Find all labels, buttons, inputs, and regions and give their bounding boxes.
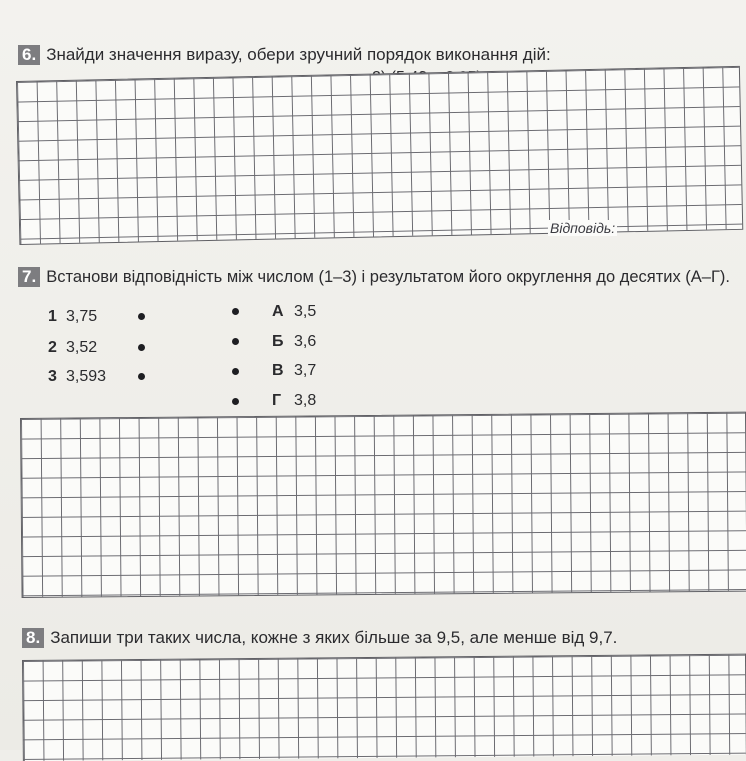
item-2-dot[interactable]	[138, 344, 145, 351]
task-7-text: Встанови відповідність між числом (1–3) і результатом його округлення до десятих (А–Г).	[46, 268, 730, 286]
task-8-number: 8.	[22, 628, 44, 648]
option-a-letter: А	[272, 303, 284, 320]
option-g-value: 3,8	[294, 392, 317, 409]
task-7-option-b	[272, 332, 316, 352]
task-6-text: Знайди значення виразу, обери зручний порядок виконання дій:	[46, 45, 551, 64]
item-2-number: 2	[48, 339, 57, 356]
option-b-letter: Б	[272, 333, 284, 350]
task-6-answer-grid[interactable]	[16, 66, 743, 245]
task-6-heading	[18, 44, 551, 66]
item-1-dot[interactable]	[138, 313, 145, 320]
task-7-number: 7.	[18, 267, 40, 287]
option-a-dot[interactable]	[232, 308, 239, 315]
option-a-value: 3,5	[294, 303, 317, 320]
item-1-value: 3,75	[66, 308, 98, 325]
task-8-answer-grid[interactable]	[22, 654, 746, 761]
item-3-number: 3	[48, 368, 57, 385]
option-v-letter: В	[272, 362, 284, 379]
task-7-item-1	[48, 307, 97, 327]
option-b-value: 3,6	[294, 333, 317, 350]
task-7-item-2	[48, 338, 97, 358]
task-7-heading	[18, 266, 730, 288]
item-2-value: 3,52	[66, 339, 98, 356]
option-v-dot[interactable]	[232, 368, 239, 375]
item-3-dot[interactable]	[138, 373, 145, 380]
option-b-dot[interactable]	[232, 338, 239, 345]
item-1-number: 1	[48, 308, 57, 325]
task-7-option-a	[272, 302, 316, 322]
option-g-letter: Г	[272, 392, 282, 409]
option-g-dot[interactable]	[232, 398, 239, 405]
task-7-option-g	[272, 391, 316, 411]
option-v-value: 3,7	[294, 362, 317, 379]
task-6-number: 6.	[18, 45, 40, 65]
task-7-item-3	[48, 367, 106, 387]
task-8-heading	[22, 627, 617, 649]
task-8-text: Запиши три таких числа, кожне з яких більше за 9,5, але менше від 9,7.	[50, 628, 618, 647]
task-7-option-v	[272, 361, 316, 381]
task-7-answer-grid[interactable]	[20, 412, 746, 598]
item-3-value: 3,593	[66, 368, 107, 385]
task-6-answer-label: Відповідь:	[550, 220, 616, 236]
